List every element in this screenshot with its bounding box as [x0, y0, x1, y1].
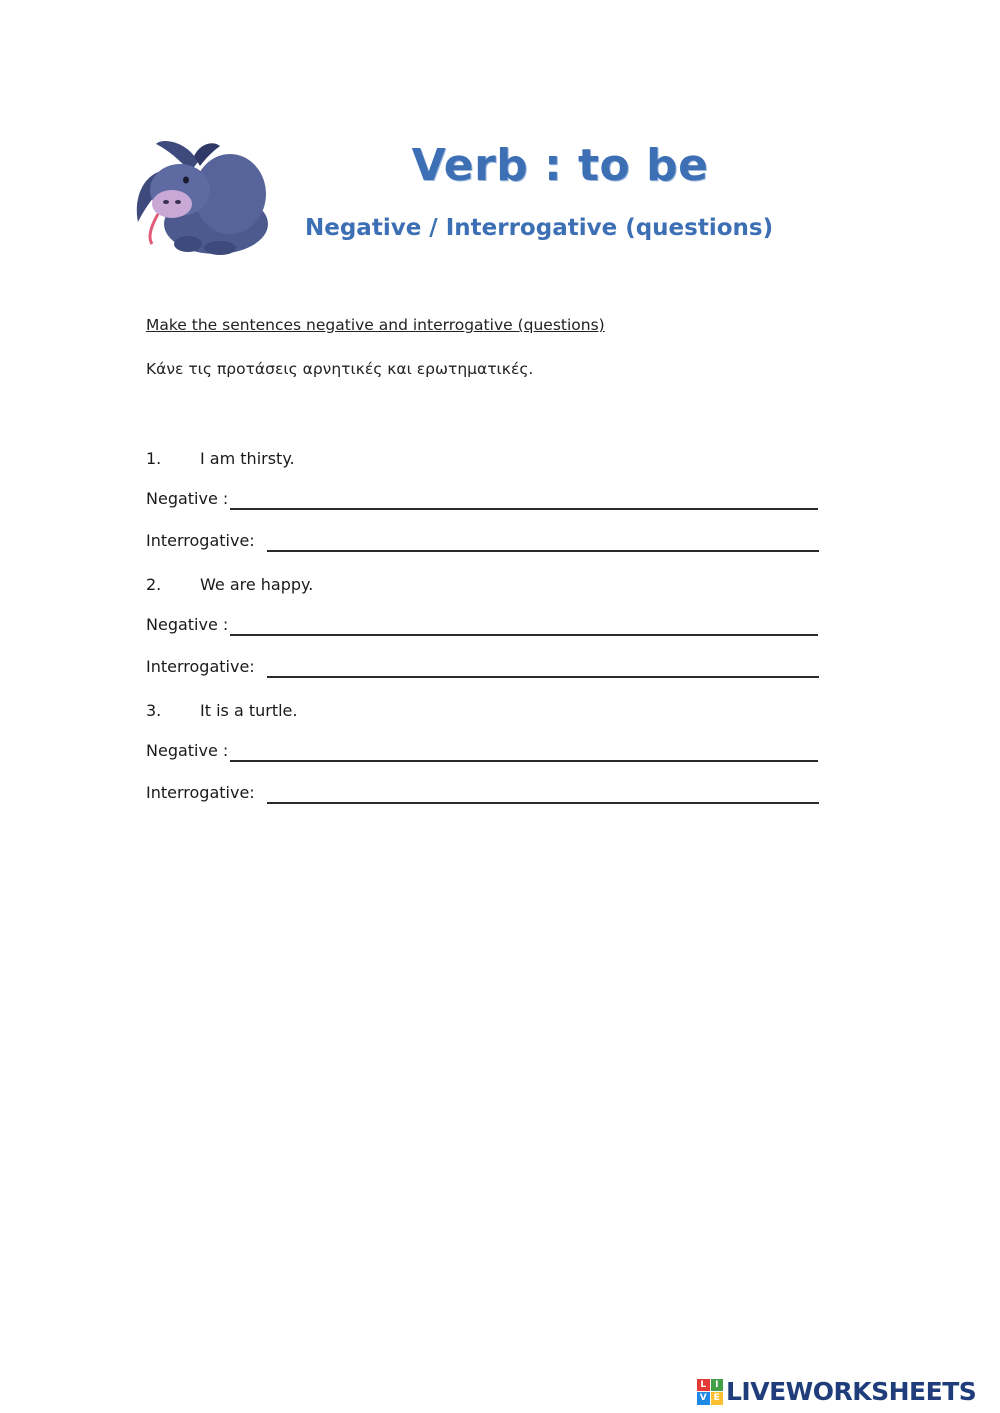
instruction-greek: Κάνε τις προτάσεις αρνητικές και ερωτηματικές. [146, 360, 534, 378]
answer-row-interrogative-1 [146, 510, 846, 552]
liveworksheets-logo-icon [697, 1379, 723, 1405]
interrogative-answer-input-1[interactable] [267, 528, 819, 552]
instruction-english: Make the sentences negative and interrogative (questions) [146, 316, 605, 334]
answer-row-negative-3 [146, 720, 846, 762]
negative-label: Negative : [146, 489, 229, 508]
donkey-mascot-icon [128, 132, 273, 257]
worksheet-title: Verb : to be [411, 140, 709, 191]
logo-tile-l: L [697, 1379, 710, 1392]
answer-row-interrogative-3 [146, 762, 846, 804]
negative-label: Negative : [146, 615, 229, 634]
question-sentence: It is a turtle. [200, 701, 298, 720]
answer-row-negative-1 [146, 468, 846, 510]
logo-tile-v: V [697, 1392, 710, 1405]
question-2 [146, 552, 846, 594]
liveworksheets-brand[interactable] [697, 1377, 976, 1406]
interrogative-answer-input-2[interactable] [267, 654, 819, 678]
question-sentence: We are happy. [200, 575, 314, 594]
exercise-list [146, 430, 846, 804]
negative-answer-input-1[interactable] [230, 486, 818, 510]
question-sentence: I am thirsty. [200, 449, 295, 468]
question-1 [146, 430, 846, 468]
answer-row-interrogative-2 [146, 636, 846, 678]
logo-tile-e: E [711, 1392, 724, 1405]
question-number: 3. [146, 701, 162, 720]
logo-tile-i: I [711, 1379, 724, 1392]
interrogative-answer-input-3[interactable] [267, 780, 819, 804]
negative-answer-input-2[interactable] [230, 612, 818, 636]
interrogative-label: Interrogative: [146, 531, 255, 550]
negative-answer-input-3[interactable] [230, 738, 818, 762]
question-number: 2. [146, 575, 162, 594]
question-3 [146, 678, 846, 720]
answer-row-negative-2 [146, 594, 846, 636]
question-number: 1. [146, 449, 162, 468]
worksheet-subtitle: Negative / Interrogative (questions) [305, 215, 774, 241]
interrogative-label: Interrogative: [146, 657, 255, 676]
negative-label: Negative : [146, 741, 229, 760]
brand-wordmark: LIVEWORKSHEETS [726, 1377, 977, 1406]
interrogative-label: Interrogative: [146, 783, 255, 802]
